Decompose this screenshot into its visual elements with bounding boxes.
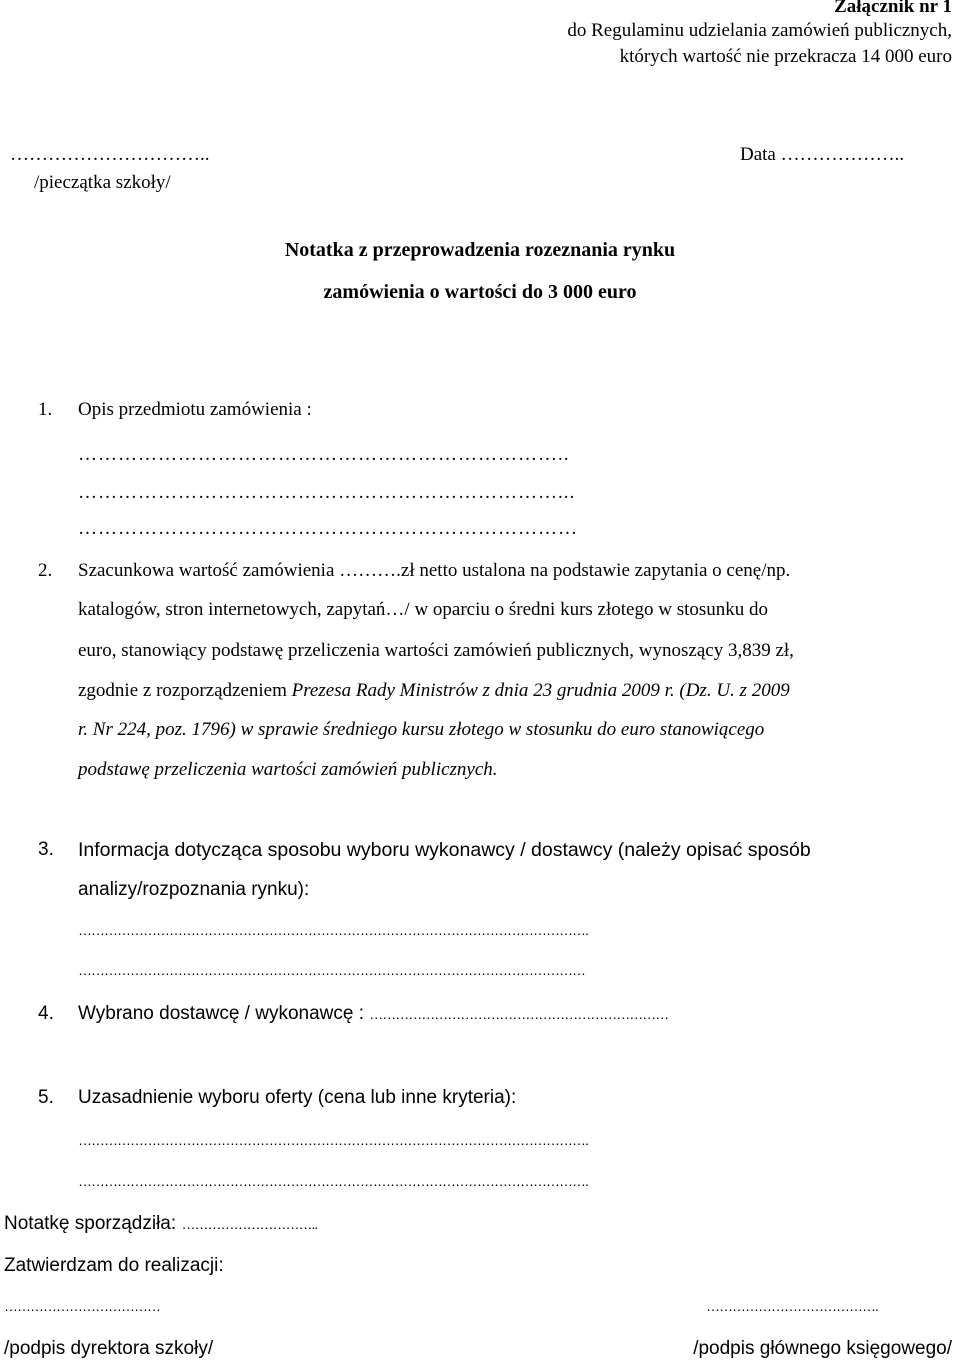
accountant-signature-dots: …………………………………. [706,1298,878,1314]
regulation-citation: Prezesa Rady Ministrów z dnia 23 grudnia 2009 r. (Dz. U. z 2009 [291,680,790,701]
section3-line: analizy/rozpoznania rynku): [78,879,310,900]
section2-line: euro, stanowiący podstawę przeliczenia wartości zamówień publicznych, wynoszący 3,839 zł, [78,640,794,661]
document-title-line1: Notatka z przeprowadzenia rozeznania rynku [284,239,676,261]
section4-fill: …………………………………………………………… [369,1006,669,1022]
stamp-dots: ………………………….. [10,144,210,165]
annex-title: Załącznik nr 1 [834,0,952,17]
prepared-by-label: Notatkę sporządziła: [4,1213,177,1234]
document-title-line2: zamówienia o wartości do 3 000 euro [323,281,637,303]
stamp-label: /pieczątka szkoły/ [34,172,171,193]
section2-line: r. Nr 224, poz. 1796) w sprawie średniego kursu złotego w stosunku do euro stanowiącego [78,719,765,740]
prepared-by-fill: ………………………….. [181,1216,318,1232]
annex-line-threshold: których wartość nie przekracza 14 000 euro [619,46,952,67]
section1-label: Opis przedmiotu zamówienia : [78,399,312,420]
section5-number: 5. [38,1087,54,1108]
date-label: Data [740,144,776,165]
prepared-by-field [4,1213,317,1235]
section2-line: podstawę przeliczenia wartości zamówień publicznych. [78,759,498,780]
section4-label: Wybrano dostawcę / wykonawcę : [78,1003,365,1024]
section3-fill-line: ……………………………………………………………………………………………………… [78,962,585,978]
section1-fill-line: ………………………………………………………………… [78,518,578,539]
section2-line: Szacunkowa wartość zamówienia ……….zł netto ustalona na podstawie zapytania o cenę/np. [78,560,791,581]
section5-fill-line: ………………………………………………………………………………………………………. [78,1132,588,1148]
section4-field [78,1003,668,1025]
section4-number: 4. [38,1003,54,1024]
section3-number: 3. [38,839,54,860]
section2-line4-text: zgodnie z rozporządzeniem [78,680,292,701]
section1-fill-line: ……………………………………………………………….. [78,444,570,465]
director-signature-dots: ……………………………… [4,1298,160,1314]
section1-number: 1. [38,399,53,420]
director-signature-label: /podpis dyrektora szkoły/ [4,1338,214,1359]
accountant-signature-label: /podpis głównego księgowego/ [693,1338,952,1359]
section5-label: Uzasadnienie wyboru oferty (cena lub inne kryteria): [78,1087,517,1108]
section2-line: katalogów, stron internetowych, zapytań…/ w oparciu o średni kurs złotego w stosunku do [78,599,769,620]
date-field [740,144,904,166]
section2-number: 2. [38,560,53,581]
section2-line [78,680,790,702]
section3-fill-line: ………………………………………………………………………………………………………. [78,922,588,938]
approval-label: Zatwierdzam do realizacji: [4,1255,224,1276]
section1-fill-line: ………………………………………………………………... [78,482,576,503]
section3-line: Informacja dotycząca sposobu wyboru wykonawcy / dostawcy (należy opisać sposób [78,839,811,861]
annex-line-regulation: do Regulaminu udzielania zamówień publicznych, [567,20,952,41]
section5-fill-line: ………………………………………………………………………………………………………. [78,1173,588,1189]
date-dots: ……………….. [780,144,905,165]
